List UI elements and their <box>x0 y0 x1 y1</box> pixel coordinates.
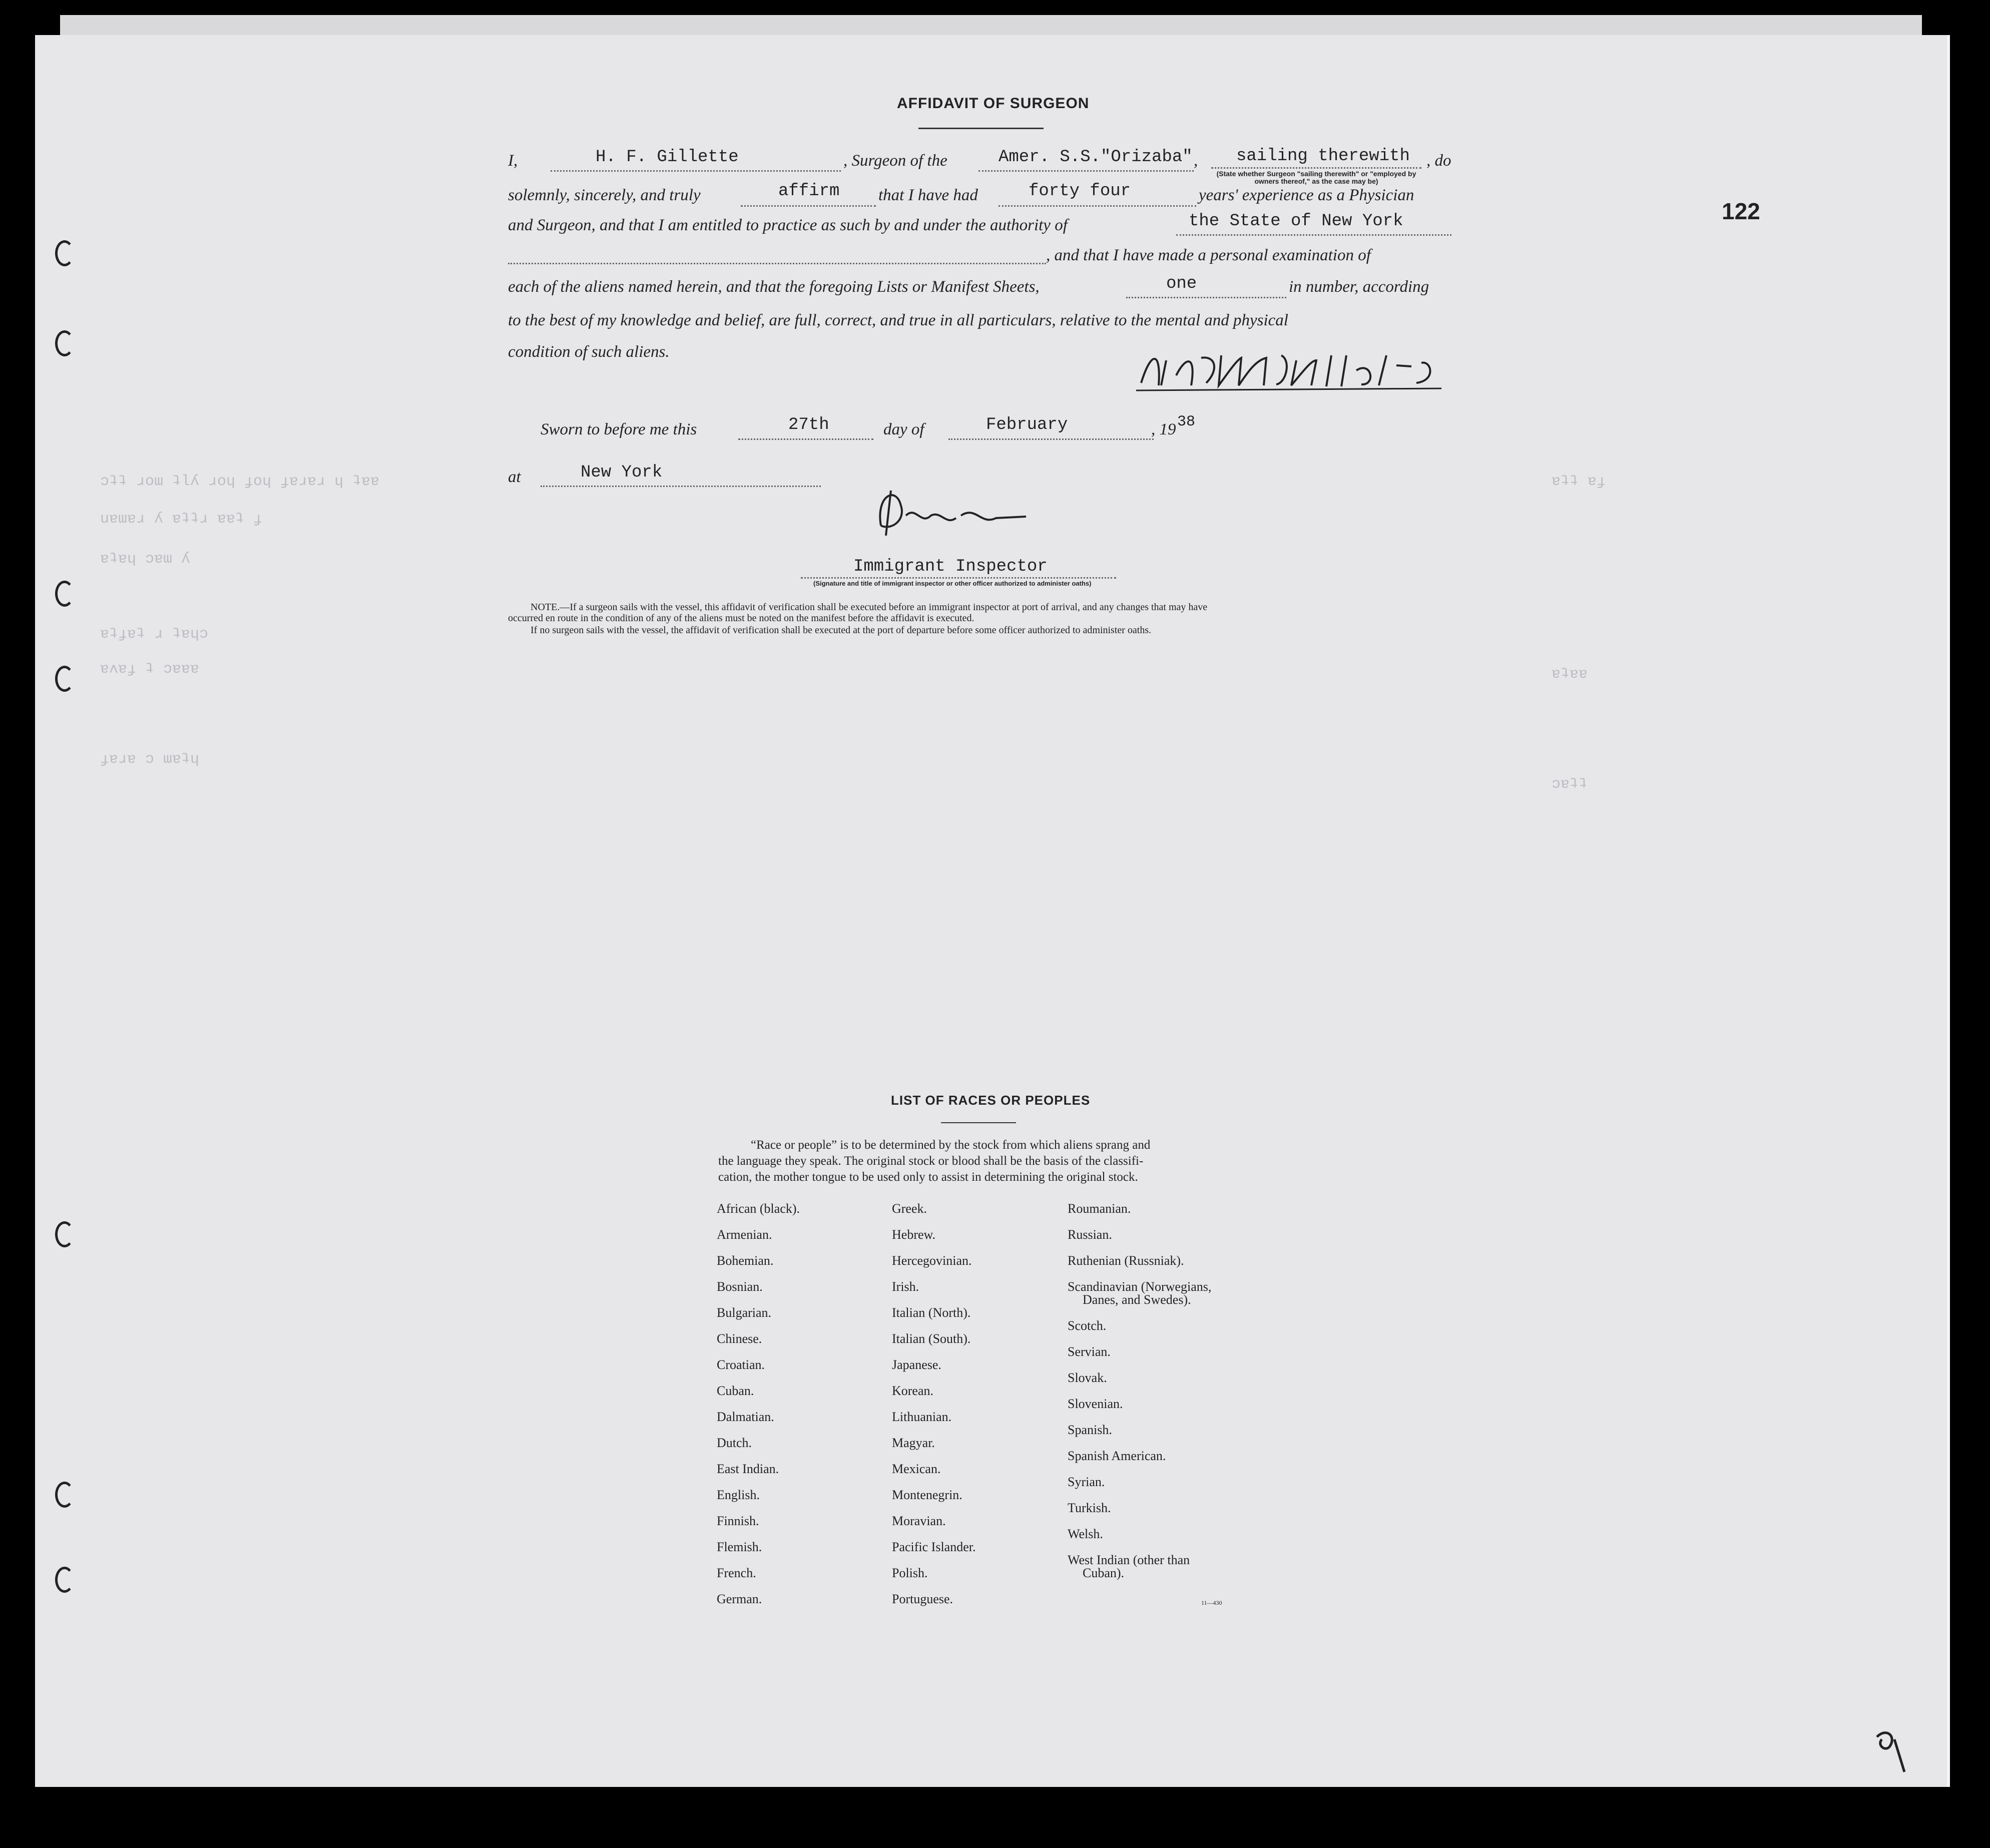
sailing-note: (State whether Surgeon "sailing therewith" or "employed by owners thereof," as the case may be) <box>1216 170 1416 185</box>
fill-line <box>541 486 821 487</box>
race-item: Russian. <box>1068 1227 1112 1242</box>
races-rule <box>941 1122 1016 1123</box>
race-item: Spanish. <box>1068 1423 1112 1437</box>
sworn-day: 27th <box>788 415 829 434</box>
races-column-3 <box>1068 1201 1211 1592</box>
text-line-5b: in number, according <box>1289 278 1429 296</box>
sworn-month: February <box>986 415 1068 434</box>
inspector-caption: (Signature and title of immigrant inspector or other officer authorized to administer oaths) <box>813 580 1092 587</box>
fill-line <box>741 205 876 207</box>
sailing-status: sailing therewith <box>1236 147 1410 166</box>
label-surgeon-of: , Surgeon of the <box>843 152 947 170</box>
race-item: Cuban). <box>1083 1566 1125 1580</box>
race-item: Dutch. <box>717 1436 752 1450</box>
text-line-4: , and that I have made a personal examination of <box>1046 246 1371 264</box>
comma: , <box>1194 152 1198 170</box>
race-item: Korean. <box>892 1383 934 1398</box>
sworn-place: New York <box>581 463 663 482</box>
race-item: West Indian (other than <box>1068 1553 1190 1567</box>
fill-line <box>551 170 841 172</box>
bleed-through: ɐʇɐɐ <box>1552 666 1588 683</box>
fill-line <box>738 438 873 440</box>
binder-hole <box>55 240 74 266</box>
note-line-1: NOTE.—If a surgeon sails with the vessel, this affidavit of verification shall be executed before an immigrant inspector at port of arrival, and any changes that may have <box>531 602 1208 613</box>
race-item: Bosnian. <box>717 1279 763 1294</box>
binder-hole <box>55 1567 74 1593</box>
races-title: LIST OF RACES OR PEOPLES <box>891 1093 1091 1108</box>
race-item: Turkish. <box>1068 1501 1111 1515</box>
race-item: Irish. <box>892 1279 919 1294</box>
surgeon-signature <box>1131 340 1451 395</box>
race-item: African (black). <box>717 1201 800 1216</box>
label-i: I, <box>508 152 518 170</box>
binder-hole <box>55 1221 74 1247</box>
bleed-through: ɔɐʇʇ <box>1552 776 1588 793</box>
races-intro-3: cation, the mother tongue to be used only to assist in determining the original stock. <box>718 1170 1138 1184</box>
race-item: Mexican. <box>892 1462 941 1476</box>
race-item: Flemish. <box>717 1540 762 1554</box>
race-item: Polish. <box>892 1566 928 1580</box>
binder-hole <box>55 581 74 607</box>
vessel-name: Amer. S.S."Orizaba" <box>999 148 1193 167</box>
oath-type: affirm <box>778 182 840 201</box>
affidavit-title: AFFIDAVIT OF SURGEON <box>897 95 1090 112</box>
bleed-through: ɐʇʇ ɐɟ <box>1552 473 1606 490</box>
race-item: Magyar. <box>892 1436 935 1450</box>
text-line-6: to the best of my knowledge and belief, are full, correct, and true in all particulars, relative to the mental and physical <box>508 311 1288 329</box>
bleed-through: ɐʇɐɥ ɔɐɯ ʎ <box>100 551 191 568</box>
race-item: French. <box>717 1566 756 1580</box>
note-line-2: occurred en route in the condition of any of the aliens must be noted on the manifest before the affidavit is executed. <box>508 613 974 624</box>
binder-hole <box>55 666 74 692</box>
races-column-2 <box>892 1201 976 1618</box>
race-item: Italian (South). <box>892 1331 971 1346</box>
race-item: Armenian. <box>717 1227 772 1242</box>
bleed-through: ɔʇʇ ɹoɯ ʇlʎ ɹoɥ ɟoɥ ɟɐɹɐɹ ɥ ʇɐɐ <box>100 473 380 490</box>
race-item: Portuguese. <box>892 1592 953 1606</box>
text-line-2b: that I have had <box>878 186 978 204</box>
years-experience: forty four <box>1029 182 1131 201</box>
race-item: Roumanian. <box>1068 1201 1131 1216</box>
race-item: East Indian. <box>717 1462 779 1476</box>
binder-hole <box>55 1482 74 1508</box>
race-item: Japanese. <box>892 1357 941 1372</box>
bleed-through: ɟɐɹɐ ɔ ɯɐʇɥ <box>100 751 200 768</box>
bleed-through: ɐʌɐɟ ʇ ɔɐɐɐ <box>100 661 200 678</box>
race-item: Welsh. <box>1068 1527 1103 1541</box>
fill-line <box>1126 297 1286 298</box>
form-code: 11—430 <box>1201 1599 1222 1606</box>
race-item: Danes, and Swedes). <box>1083 1292 1191 1307</box>
surgeon-name: H. F. Gillette <box>596 148 739 167</box>
manifest-sheets: one <box>1166 274 1197 293</box>
fill-line <box>1176 234 1451 236</box>
fill-line <box>978 170 1194 172</box>
text-line-5a: each of the aliens named herein, and that the foregoing Lists or Manifest Sheets, <box>508 278 1040 296</box>
race-item: Hebrew. <box>892 1227 936 1242</box>
inspector-signature <box>861 476 1071 546</box>
race-item: Spanish American. <box>1068 1449 1166 1463</box>
bleed-through: ɐʇɟɐʇ ɹ ʇɐɥɔ <box>100 626 209 643</box>
race-item: Chinese. <box>717 1331 762 1346</box>
sworn-text: Sworn to before me this <box>541 420 697 438</box>
race-item: German. <box>717 1592 762 1606</box>
race-item: Pacific Islander. <box>892 1540 976 1554</box>
text-line-2a: solemnly, sincerely, and truly <box>508 186 701 204</box>
race-item: Italian (North). <box>892 1305 971 1320</box>
race-item: Finnish. <box>717 1514 759 1528</box>
fill-line <box>1211 167 1421 169</box>
bleed-through: uɐɯɐɹ ʎ ɐʇʇɹ ɐɐʇ ɟ <box>100 511 263 528</box>
race-item: Slovak. <box>1068 1370 1107 1385</box>
race-item: Dalmatian. <box>717 1410 774 1424</box>
fill-line <box>999 205 1196 207</box>
race-item: Montenegrin. <box>892 1488 962 1502</box>
race-item: Slovenian. <box>1068 1397 1123 1411</box>
race-item: Bohemian. <box>717 1253 774 1268</box>
page-number: 122 <box>1722 198 1760 224</box>
authority: the State of New York <box>1189 212 1403 231</box>
race-item: Croatian. <box>717 1357 765 1372</box>
race-item: Bulgarian. <box>717 1305 772 1320</box>
race-item: Servian. <box>1068 1344 1111 1359</box>
binder-hole <box>55 330 74 356</box>
label-do: , do <box>1426 152 1451 170</box>
year-prefix: , 19 <box>1151 420 1176 438</box>
race-item: Scotch. <box>1068 1318 1107 1333</box>
sworn-day-of: day of <box>883 420 924 438</box>
label-at: at <box>508 468 521 486</box>
title-rule <box>918 128 1044 129</box>
text-line-3: and Surgeon, and that I am entitled to practice as such by and under the authority of <box>508 216 1068 234</box>
fill-line <box>948 438 1154 440</box>
race-item: Scandinavian (Norwegians, <box>1068 1279 1212 1294</box>
text-line-7: condition of such aliens. <box>508 343 670 361</box>
races-intro-1: “Race or people” is to be determined by the stock from which aliens sprang and <box>751 1138 1151 1152</box>
text-line-2c: years' experience as a Physician <box>1199 186 1414 204</box>
races-column-1 <box>717 1201 800 1618</box>
race-item: English. <box>717 1488 760 1502</box>
race-item: Hercegovinian. <box>892 1253 972 1268</box>
race-item: Ruthenian (Russniak). <box>1068 1253 1184 1268</box>
race-item: Cuban. <box>717 1383 754 1398</box>
race-item: Moravian. <box>892 1514 946 1528</box>
sworn-year: 38 <box>1177 413 1196 430</box>
document-sheet <box>35 35 1950 1787</box>
corner-handwritten-mark <box>1867 1722 1927 1782</box>
fill-line <box>801 577 1116 579</box>
fill-line <box>508 263 1046 264</box>
races-intro-2: the language they speak. The original stock or blood shall be the basis of the classifi- <box>718 1154 1144 1168</box>
race-item: Greek. <box>892 1201 927 1216</box>
inspector-title: Immigrant Inspector <box>853 557 1048 576</box>
note-line-3: If no surgeon sails with the vessel, the affidavit of verification shall be executed at the port of departure before some officer authorized to administer oaths. <box>531 625 1152 636</box>
race-item: Syrian. <box>1068 1475 1105 1489</box>
race-item: Lithuanian. <box>892 1410 952 1424</box>
